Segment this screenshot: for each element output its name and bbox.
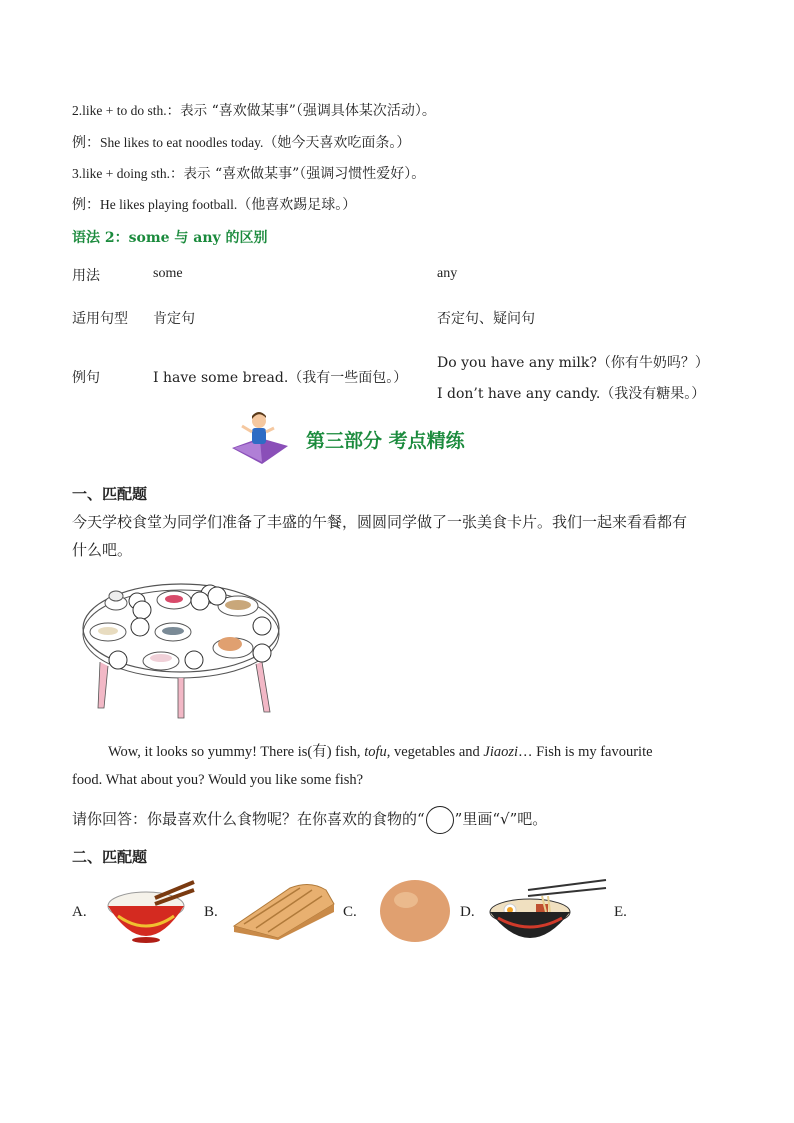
example-label: 例： — [72, 135, 100, 151]
option-e-label: E. — [614, 904, 627, 920]
text-line-1-a: Wow, it looks so yummy! There is(有) fish, — [108, 744, 365, 760]
rule-3-note: （强调习惯性爱好）。 — [299, 166, 426, 182]
example-2 — [72, 133, 410, 153]
part2-heading: 二、匹配题 — [72, 848, 148, 866]
text-line-1-b: , vegetables and — [386, 744, 484, 760]
bread-icon — [230, 880, 336, 940]
tofu-word: tofu — [364, 744, 387, 760]
grammar2-title: 语法 2：some 与 any 的区别 — [72, 230, 268, 246]
option-b-label: B. — [204, 904, 218, 920]
part1-heading: 一、匹配题 — [72, 485, 148, 503]
example-cn: （她今天喜欢吃面条。） — [263, 135, 411, 151]
option-c-label: C. — [343, 904, 357, 920]
option-a-label: A. — [72, 904, 87, 920]
example-cn: （他喜欢踢足球。） — [237, 197, 357, 213]
intro-line-2: 什么吧。 — [72, 541, 133, 559]
section3-title: 第三部分 考点精练 — [306, 430, 465, 452]
table-label-sentence-type: 适用句型 — [72, 311, 128, 327]
text-line-1 — [72, 738, 732, 766]
rule-2 — [72, 101, 436, 121]
lunch-table-illustration — [78, 578, 284, 724]
example-en: He likes playing football. — [100, 197, 238, 212]
table-label-example: 例句 — [72, 370, 100, 386]
part1-question — [72, 805, 547, 834]
table-some-usage: some — [153, 266, 183, 281]
example-3 — [72, 195, 356, 215]
egg-icon — [378, 878, 452, 944]
table-some-example: I have some bread.（我有一些面包。） — [153, 370, 408, 386]
table-any-usage: any — [437, 266, 458, 281]
rule-3-meaning: “喜欢做某事” — [214, 166, 300, 182]
jiaozi-word: Jiaozi — [483, 744, 519, 760]
question-a: 请你回答：你最喜欢什么食物呢？在你喜欢的食物的“ — [72, 810, 425, 828]
rule-3 — [72, 164, 425, 184]
table-label-usage: 用法 — [72, 268, 100, 284]
part1-text — [72, 738, 732, 794]
option-d-label: D. — [460, 904, 475, 920]
rule-2-meaning: “喜欢做某事” — [211, 103, 296, 119]
table-some-sentence-type: 肯定句 — [153, 311, 195, 327]
noodles-icon — [488, 874, 608, 948]
question-b: ”里画“√”吧。 — [454, 810, 548, 828]
table-any-sentence-type: 否定句、疑问句 — [437, 311, 535, 327]
rule-2-prefix: 2.like + to do sth.：表示 — [72, 103, 208, 118]
table-any-example-1: Do you have any milk?（你有牛奶吗？） — [437, 355, 709, 371]
rule-3-prefix: 3.like + doing sth.：表示 — [72, 166, 211, 181]
circle-blank-icon — [426, 806, 454, 834]
rice-bowl-icon — [100, 876, 196, 944]
text-line-2: food. What about you? Would you like some fish? — [72, 772, 364, 788]
example-en: She likes to eat noodles today. — [100, 135, 264, 150]
text-line-1-c: … Fish is my favourite — [518, 744, 653, 760]
table-any-example-2: I don’t have any candy.（我没有糖果。） — [437, 386, 706, 402]
intro-line-1: 今天学校食堂为同学们准备了丰盛的午餐，圆圆同学做了一张美食卡片。我们一起来看看都有 — [72, 513, 688, 531]
reading-boy-icon — [228, 408, 292, 466]
rule-2-note: （强调具体某次活动）。 — [295, 103, 436, 119]
part1-intro — [72, 508, 732, 564]
example-label: 例： — [72, 197, 100, 213]
